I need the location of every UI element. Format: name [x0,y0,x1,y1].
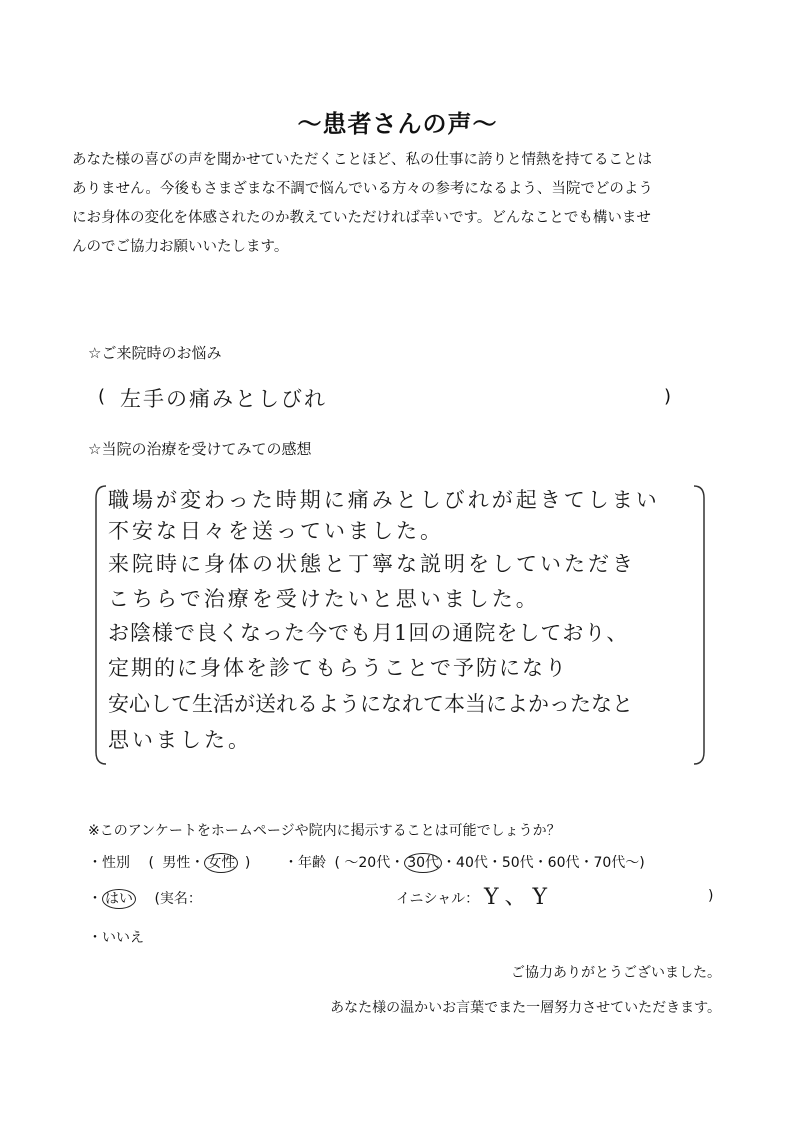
age-options-rest[interactable]: ・40代・50代・60代・70代〜 [442,855,640,871]
gender-label: ・性別 [88,855,130,871]
intro-line: あなた様の喜びの声を聞かせていただくことほど、私の仕事に誇りと情熱を持てることは [72,152,652,168]
age-open-paren: ( [334,855,340,871]
gender-row [88,852,250,873]
age-label: ・年齢 [284,855,326,871]
yes-close-paren: ) [708,888,714,904]
consent-yes-row [88,888,202,909]
intro-line: ありません。今後もさまざまな不調で悩んでいる方々の参考になるよう、当院でどのよう [72,181,653,197]
impression-heading: ☆当院の治療を受けてみての感想 [88,440,312,458]
yes-option-circled[interactable]: はい [102,889,136,909]
yes-bullet: ・ [88,891,102,907]
survey-question: ※このアンケートをホームページや院内に掲示することは可能でしょうか？ [88,823,561,839]
gender-male-option[interactable]: 男性 [162,855,191,871]
age-row: ・年齢 ( 〜20代・ 30代 ・40代・50代・60代・70代〜) [284,855,645,871]
consent-no-option[interactable]: ・いいえ [88,930,144,946]
closing-message: あなた様の温かいお言葉でまた一層努力させていただきます。 [330,1000,721,1016]
concern-open-paren: ( [98,386,106,407]
closing-thanks: ご協力ありがとうございました。 [511,965,721,981]
real-name-label: (実名： [154,891,202,907]
intro-line: にお身体の変化を体感されたのか教えていただければ幸いです。どんなことでも構いませ [72,210,651,226]
age-close-paren: ) [639,855,645,871]
intro-paragraph [72,146,732,262]
gender-female-option-circled[interactable]: 女性 [204,853,238,873]
impression-line: お陰様で良くなった今でも月1回の通院をしており、 [108,621,629,645]
impression-line: 思いました。 [108,728,252,752]
impression-line: 来院時に身体の状態と丁寧な説明をしていただき [108,552,636,576]
initial-value: Y、Y [484,885,554,910]
impression-line: 不安な日々を送っていました。 [108,519,444,543]
impression-line: 安心して生活が送れるようになれて本当によかったなと [108,692,633,716]
impression-line: こちらで治療を受けたいと思いました。 [108,587,540,611]
concern-heading: ☆ご来院時のお悩み [88,344,222,362]
age-option-30-circled[interactable]: 30代 [404,853,442,873]
initial-label: イニシャル： [396,891,480,907]
gender-close-paren: ) [244,855,251,871]
intro-line: んのでご協力お願いいたします。 [72,239,289,255]
page-title: 〜患者さんの声〜 [297,110,498,138]
gender-open-paren: ( [148,855,154,871]
impression-line: 定期的に身体を診てもらうことで予防になり [108,656,568,680]
impression-line: 職場が変わった時期に痛みとしびれが起きてしまい [108,488,660,512]
concern-answer: 左手の痛みとしびれ [120,387,327,411]
gender-separator: ・ [190,855,205,871]
concern-close-paren: ) [664,386,672,407]
age-option-20[interactable]: 〜20代 [344,855,391,871]
